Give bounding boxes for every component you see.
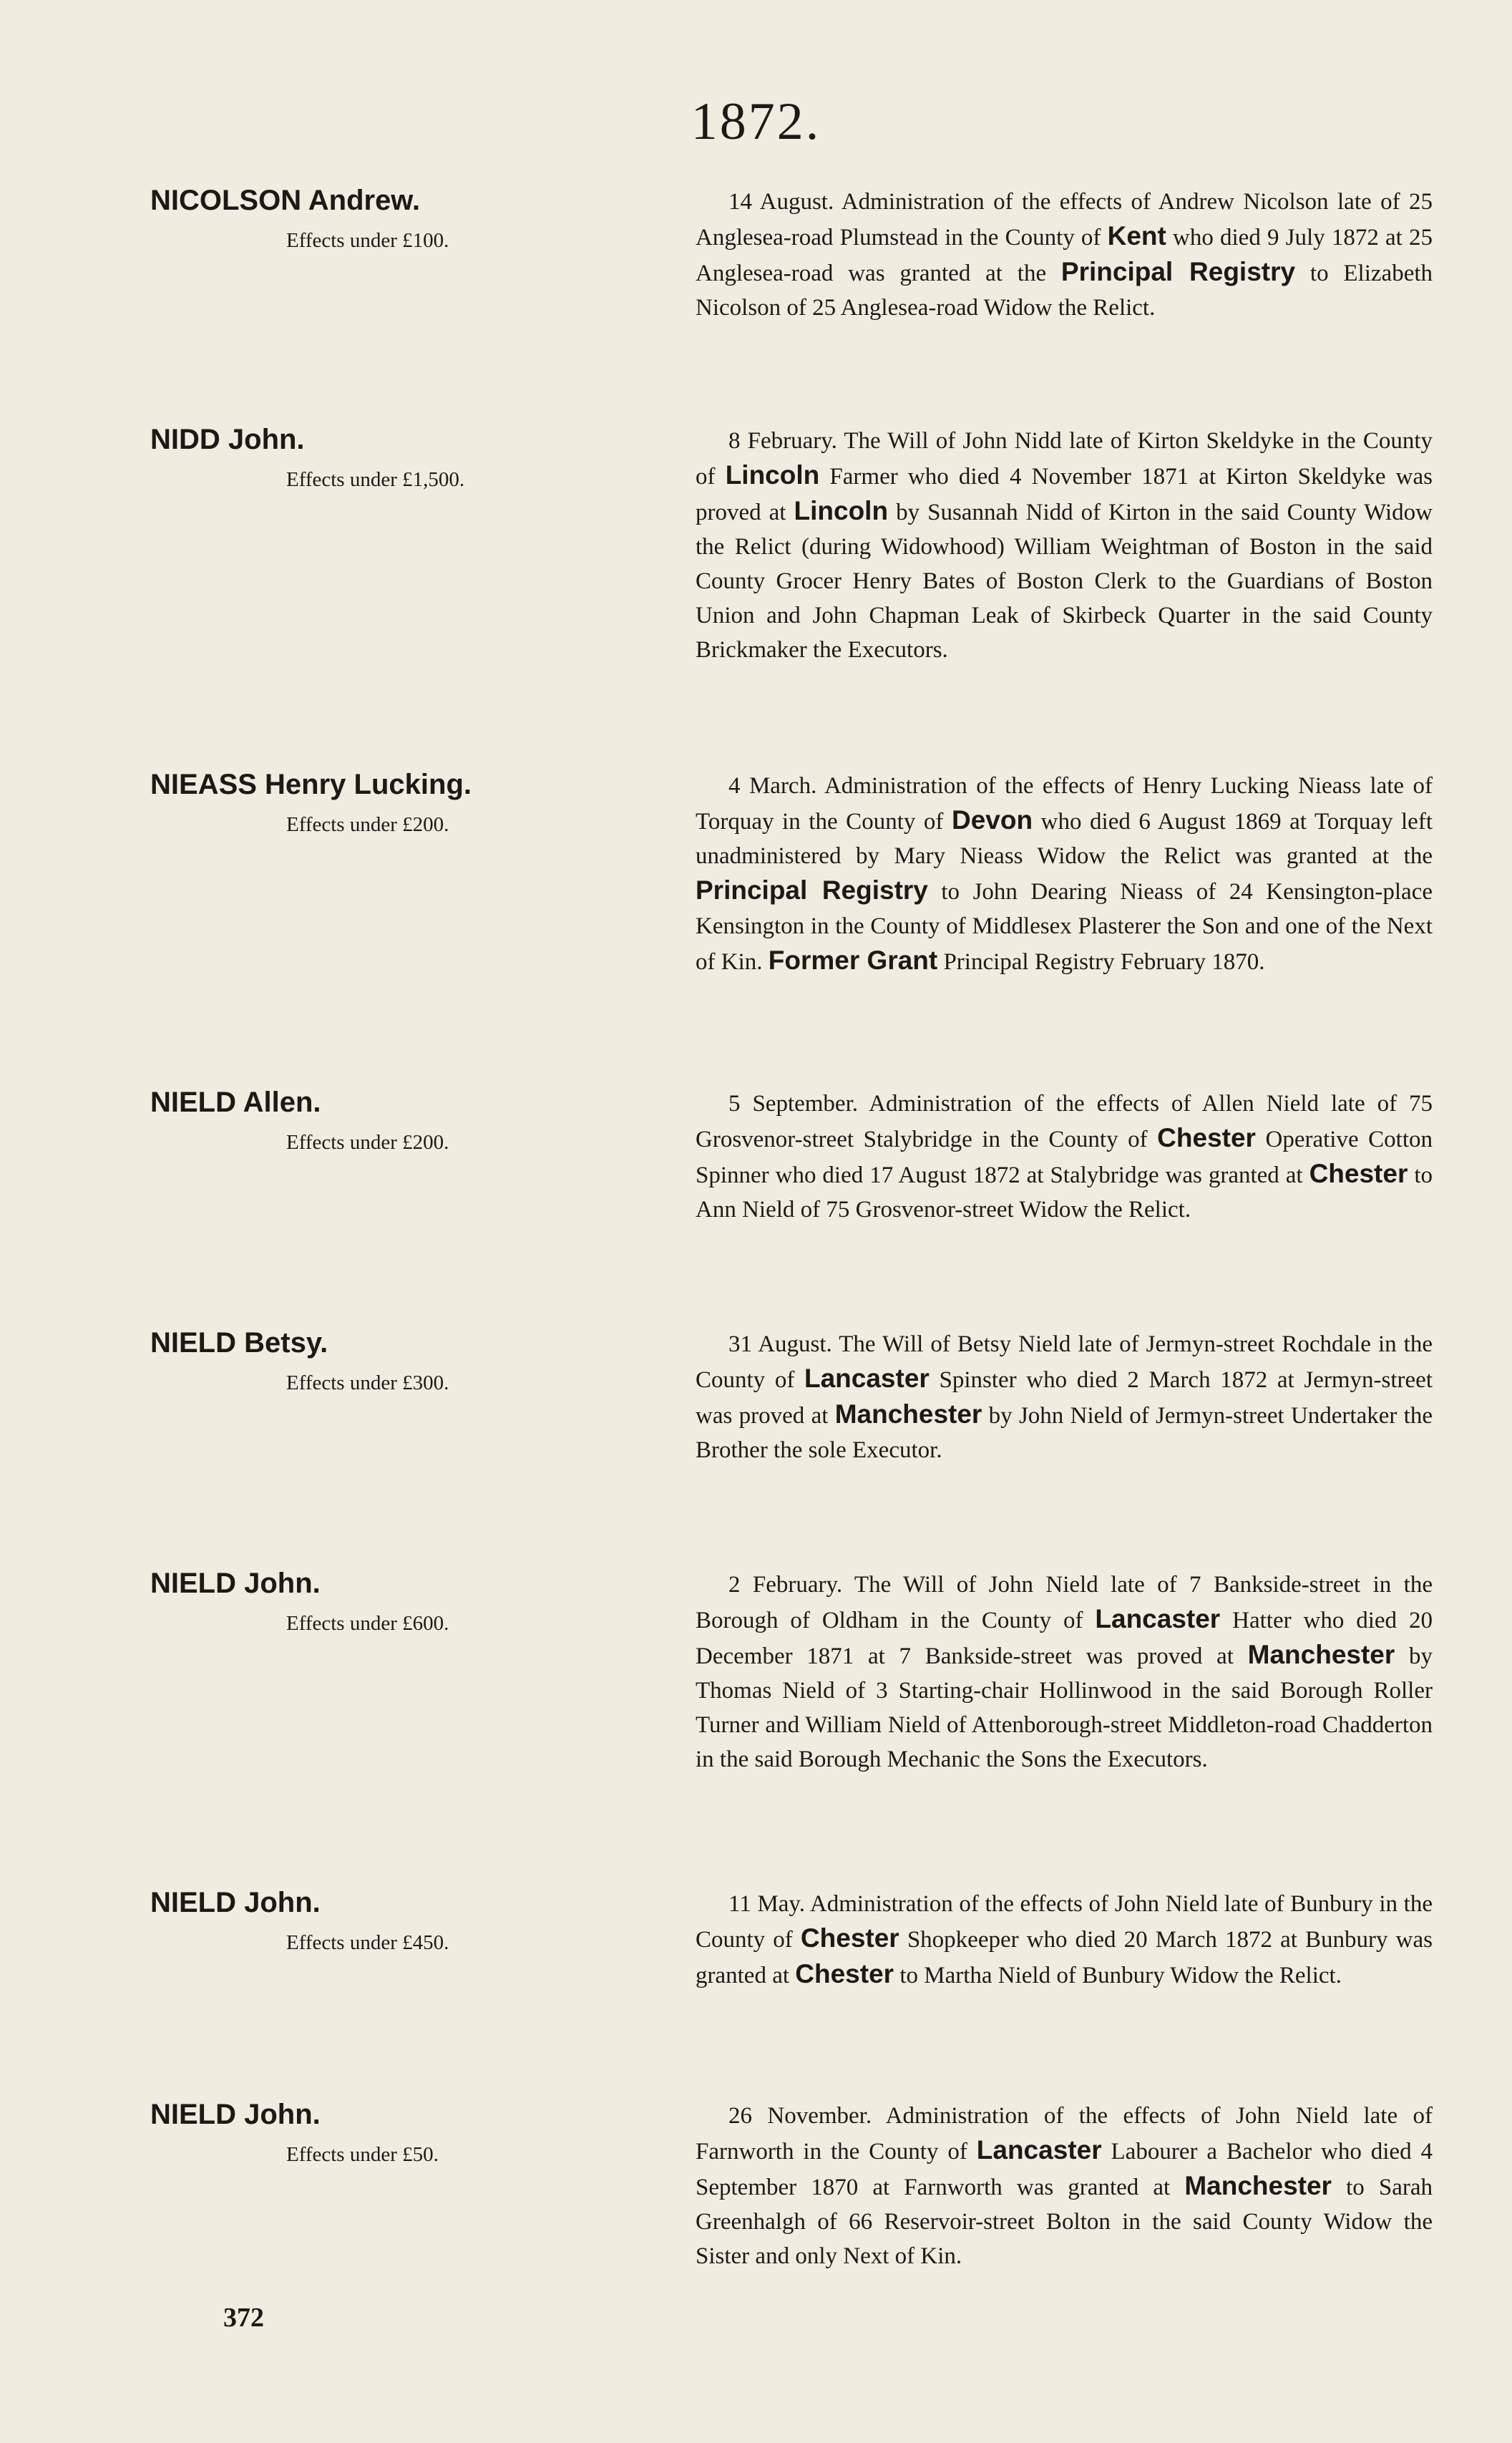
entry-name: NIELD John.: [150, 1887, 321, 1918]
entry-effects: Effects under £100.: [286, 229, 449, 252]
entry-name: NIEASS Henry Lucking.: [150, 769, 472, 800]
entry-text-segment: 5 September. Administration of the effects of Allen Nield late of 75 Grosvenor-street Stalybridge in the County of: [696, 1091, 1433, 1152]
entry-effects: Effects under £200.: [286, 1131, 449, 1154]
entry-name: NIELD John.: [150, 2099, 321, 2130]
entry-text: [696, 1087, 1433, 1227]
entry-text-segment: 31 August. The Will of Betsy Nield late of Jermyn-street Rochdale in the County of: [696, 1331, 1433, 1393]
entry-text-segment: Spinster who died 2 March 1872 at Jermyn-street was proved at: [696, 1367, 1433, 1429]
entry-place-name: Lancaster: [976, 2135, 1102, 2165]
entry-text-segment: to John Dearing Nieass of 24 Kensington-place Kensington in the County of Middlesex Plasterer the Son and one of the Next of Kin.: [696, 879, 1433, 975]
entry-place-name: Manchester: [1184, 2171, 1332, 2200]
entry-text: [696, 424, 1433, 667]
entry-text-segment: to Martha Nield of Bunbury Widow the Relict.: [894, 1963, 1342, 1988]
entry-name: NIDD John.: [150, 424, 305, 455]
page-year-heading: 1872.: [691, 92, 821, 151]
entry-text: [696, 2099, 1433, 2273]
entry-effects: Effects under £50.: [286, 2143, 439, 2166]
entry-name: NIELD Betsy.: [150, 1327, 328, 1359]
entry-text-segment: to Ann Nield of 75 Grosvenor-street Widow the Relict.: [696, 1162, 1433, 1223]
entry-effects: Effects under £1,500.: [286, 468, 465, 491]
entry-place-name: Manchester: [834, 1399, 982, 1429]
entry-text-segment: Labourer a Bachelor who died 4 September 1870 at Farnworth was granted at: [696, 2139, 1433, 2200]
entry-text-segment: 11 May. Administration of the effects of John Nield late of Bunbury in the County of: [696, 1891, 1433, 1953]
entry-text-segment: 2 February. The Will of John Nield late of 7 Bankside-street in the Borough of Oldham in the County of: [696, 1572, 1433, 1633]
entry-text-segment: 8 February. The Will of John Nidd late of Kirton Skeldyke in the County of: [696, 428, 1433, 490]
entry-place-name: Principal Registry: [1060, 257, 1296, 286]
entry-text-segment: by John Nield of Jermyn-street Undertaker the Brother the sole Executor.: [696, 1403, 1433, 1463]
entry-place-name: Former Grant: [768, 946, 938, 975]
entry-place-name: Lancaster: [804, 1364, 930, 1393]
entry-text: [696, 769, 1433, 979]
entry-place-name: Chester: [1157, 1123, 1256, 1152]
entry-text-segment: Hatter who died 20 December 1871 at 7 Bankside-street was proved at: [696, 1608, 1433, 1669]
entry-place-name: Lincoln: [794, 496, 889, 525]
entry-text-segment: Shopkeeper who died 20 March 1872 at Bunbury was granted at: [696, 1927, 1433, 1988]
entry-text-segment: who died 6 August 1869 at Torquay left unadministered by Mary Nieass Widow the Relict was granted at the: [696, 809, 1433, 869]
entry-text: [696, 1568, 1433, 1777]
page-number: 372: [223, 2303, 264, 2333]
entry-place-name: Lancaster: [1095, 1604, 1221, 1633]
entry-text-segment: Principal Registry February 1870.: [937, 949, 1265, 975]
entry-text-segment: to Elizabeth Nicolson of 25 Anglesea-road Widow the Relict.: [696, 261, 1433, 321]
entry-text-segment: by Susannah Nidd of Kirton in the said County Widow the Relict (during Widowhood) William Weightman of Boston in the said County Grocer Henry Bates of Boston Clerk to the Guardians of Boston Union and John Chapman Leak of Skirbeck Quarter in the said County Brickmaker the Executors.: [696, 500, 1433, 663]
entry-text: [696, 1327, 1433, 1467]
entry-name: NIELD Allen.: [150, 1087, 321, 1118]
entry-place-name: Chester: [800, 1923, 899, 1953]
entry-text-segment: 26 November. Administration of the effects of John Nield late of Farnworth in the County of: [696, 2103, 1433, 2165]
entry-text-segment: who died 9 July 1872 at 25 Anglesea-road was granted at the: [696, 225, 1433, 286]
entry-effects: Effects under £300.: [286, 1371, 449, 1394]
entry-text: [696, 185, 1433, 325]
entry-text-segment: by Thomas Nield of 3 Starting-chair Hollinwood in the said Borough Roller Turner and William Nield of Attenborough-street Middleton-road Chadderton in the said Borough Mechanic the Sons the Executors.: [696, 1643, 1433, 1772]
entry-place-name: Chester: [1309, 1159, 1408, 1188]
entry-place-name: Chester: [795, 1959, 894, 1988]
entry-name: NIELD John.: [150, 1568, 321, 1599]
entry-effects: Effects under £200.: [286, 813, 449, 836]
entry-effects: Effects under £600.: [286, 1612, 449, 1635]
entry-text-segment: Farmer who died 4 November 1871 at Kirton Skeldyke was proved at: [696, 464, 1433, 525]
entry-text-segment: Operative Cotton Spinner who died 17 August 1872 at Stalybridge was granted at: [696, 1127, 1433, 1188]
entry-text-segment: to Sarah Greenhalgh of 66 Reservoir-street Bolton in the said County Widow the Sister and only Next of Kin.: [696, 2175, 1433, 2269]
entry-text: [696, 1887, 1433, 1993]
entry-place-name: Lincoln: [725, 460, 820, 490]
entry-place-name: Principal Registry: [696, 875, 928, 905]
entry-text-segment: 4 March. Administration of the effects of Henry Lucking Nieass late of Torquay in the County of: [696, 773, 1433, 835]
entry-place-name: Manchester: [1247, 1640, 1395, 1669]
entry-effects: Effects under £450.: [286, 1931, 449, 1954]
entry-text-segment: 14 August. Administration of the effects of Andrew Nicolson late of 25 Anglesea-road Plumstead in the County of: [696, 189, 1433, 251]
entry-name: NICOLSON Andrew.: [150, 185, 421, 216]
entry-place-name: Kent: [1107, 221, 1166, 251]
entry-place-name: Devon: [952, 805, 1033, 835]
